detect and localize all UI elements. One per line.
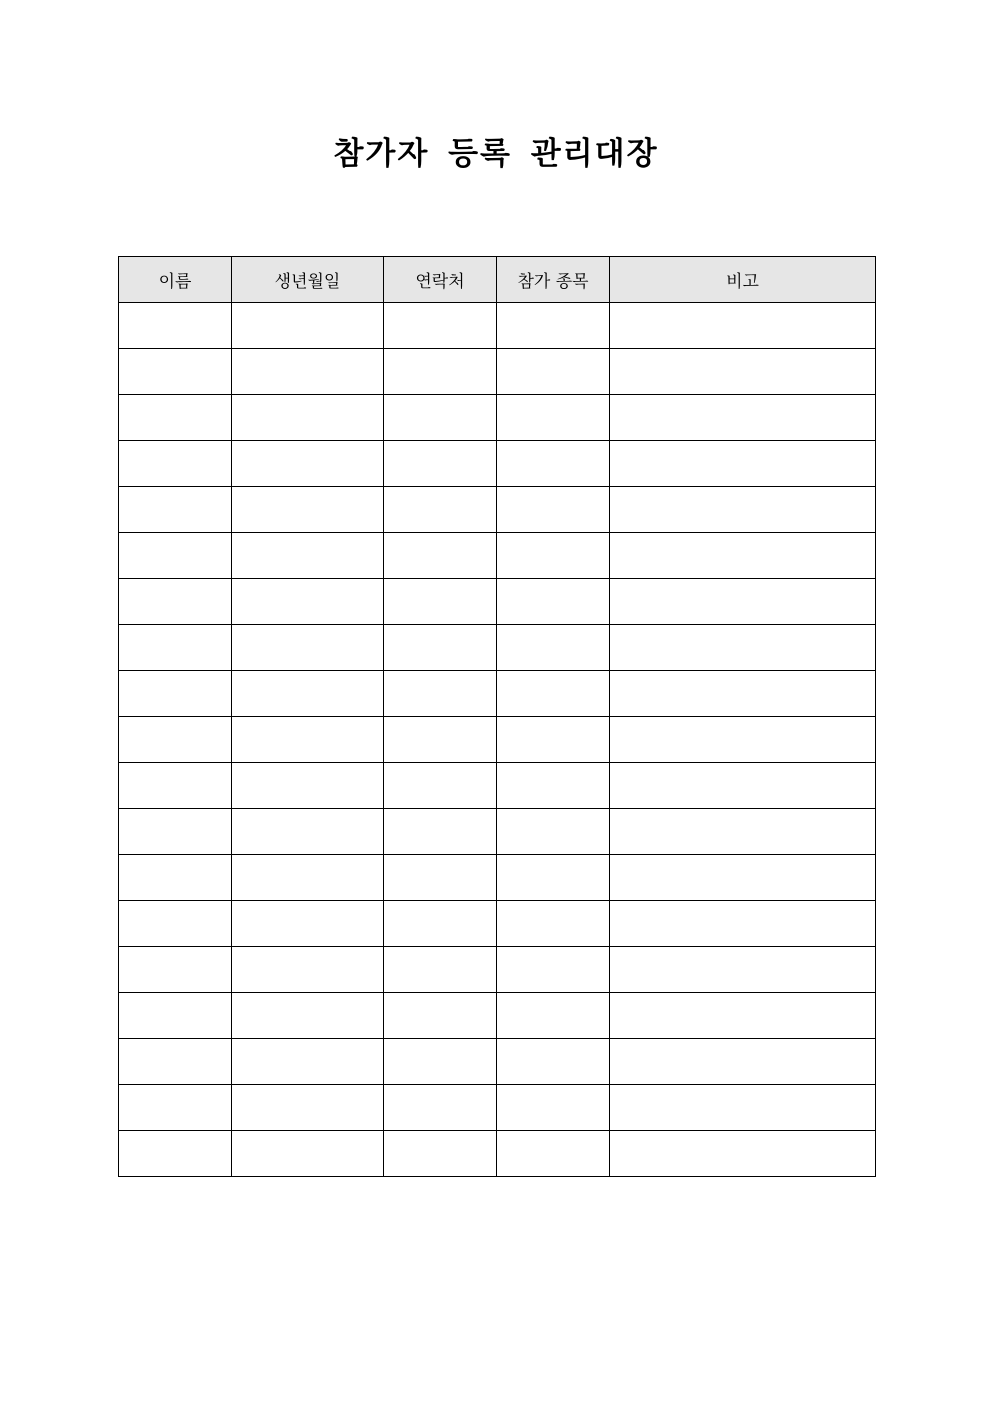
cell-name[interactable] [119,717,232,763]
cell-birthdate[interactable] [232,947,384,993]
cell-birthdate[interactable] [232,625,384,671]
cell-name[interactable] [119,1039,232,1085]
cell-birthdate[interactable] [232,671,384,717]
cell-name[interactable] [119,441,232,487]
cell-event[interactable] [497,809,610,855]
header-contact: 연락처 [384,257,497,303]
cell-note[interactable] [610,303,876,349]
cell-name[interactable] [119,809,232,855]
cell-event[interactable] [497,441,610,487]
table-row [119,487,876,533]
cell-event[interactable] [497,1085,610,1131]
cell-birthdate[interactable] [232,1085,384,1131]
table-row [119,1039,876,1085]
cell-note[interactable] [610,625,876,671]
cell-event[interactable] [497,763,610,809]
cell-note[interactable] [610,671,876,717]
cell-contact[interactable] [384,1131,497,1177]
cell-note[interactable] [610,441,876,487]
cell-event[interactable] [497,533,610,579]
cell-name[interactable] [119,1085,232,1131]
cell-note[interactable] [610,1131,876,1177]
cell-contact[interactable] [384,487,497,533]
table-row [119,763,876,809]
cell-birthdate[interactable] [232,993,384,1039]
cell-contact[interactable] [384,579,497,625]
table-row [119,993,876,1039]
cell-note[interactable] [610,947,876,993]
cell-note[interactable] [610,855,876,901]
table-row [119,1131,876,1177]
table-row [119,901,876,947]
cell-name[interactable] [119,763,232,809]
cell-note[interactable] [610,993,876,1039]
table-row [119,395,876,441]
cell-note[interactable] [610,579,876,625]
table-row [119,533,876,579]
cell-name[interactable] [119,487,232,533]
table-row [119,947,876,993]
cell-contact[interactable] [384,533,497,579]
cell-birthdate[interactable] [232,441,384,487]
page-title: 참가자 등록 관리대장 [333,136,659,172]
cell-event[interactable] [497,1131,610,1177]
cell-name[interactable] [119,901,232,947]
header-event: 참가 종목 [497,257,610,303]
cell-name[interactable] [119,395,232,441]
cell-event[interactable] [497,579,610,625]
cell-event[interactable] [497,855,610,901]
table-header-row [119,257,876,303]
cell-event[interactable] [497,717,610,763]
cell-note[interactable] [610,717,876,763]
cell-note[interactable] [610,1085,876,1131]
cell-name[interactable] [119,349,232,395]
cell-birthdate[interactable] [232,855,384,901]
cell-contact[interactable] [384,671,497,717]
cell-contact[interactable] [384,993,497,1039]
cell-note[interactable] [610,1039,876,1085]
cell-contact[interactable] [384,1039,497,1085]
cell-event[interactable] [497,487,610,533]
table-row [119,717,876,763]
cell-name[interactable] [119,947,232,993]
cell-birthdate[interactable] [232,349,384,395]
cell-event[interactable] [497,625,610,671]
cell-note[interactable] [610,809,876,855]
cell-birthdate[interactable] [232,395,384,441]
cell-contact[interactable] [384,1085,497,1131]
table-row [119,671,876,717]
table-row [119,441,876,487]
table-row [119,855,876,901]
cell-name[interactable] [119,533,232,579]
cell-birthdate[interactable] [232,901,384,947]
cell-event[interactable] [497,1039,610,1085]
cell-birthdate[interactable] [232,717,384,763]
cell-name[interactable] [119,303,232,349]
cell-contact[interactable] [384,809,497,855]
cell-contact[interactable] [384,763,497,809]
cell-birthdate[interactable] [232,1131,384,1177]
table-body [119,303,876,1177]
cell-event[interactable] [497,671,610,717]
cell-event[interactable] [497,947,610,993]
cell-event[interactable] [497,395,610,441]
cell-contact[interactable] [384,947,497,993]
cell-name[interactable] [119,625,232,671]
cell-birthdate[interactable] [232,533,384,579]
cell-name[interactable] [119,1131,232,1177]
cell-note[interactable] [610,487,876,533]
cell-name[interactable] [119,993,232,1039]
cell-name[interactable] [119,671,232,717]
cell-event[interactable] [497,303,610,349]
cell-contact[interactable] [384,855,497,901]
table-row [119,349,876,395]
cell-contact[interactable] [384,441,497,487]
registration-table [118,256,876,1177]
header-note: 비고 [610,257,876,303]
cell-birthdate[interactable] [232,1039,384,1085]
cell-contact[interactable] [384,395,497,441]
cell-note[interactable] [610,395,876,441]
cell-event[interactable] [497,901,610,947]
header-birthdate: 생년월일 [232,257,384,303]
cell-contact[interactable] [384,901,497,947]
cell-contact[interactable] [384,717,497,763]
cell-event[interactable] [497,993,610,1039]
header-name: 이름 [119,257,232,303]
cell-note[interactable] [610,901,876,947]
cell-note[interactable] [610,349,876,395]
cell-birthdate[interactable] [232,487,384,533]
cell-event[interactable] [497,349,610,395]
cell-note[interactable] [610,533,876,579]
table-row [119,809,876,855]
cell-contact[interactable] [384,349,497,395]
cell-birthdate[interactable] [232,809,384,855]
cell-name[interactable] [119,579,232,625]
cell-contact[interactable] [384,303,497,349]
table-row [119,1085,876,1131]
cell-birthdate[interactable] [232,763,384,809]
table-row [119,303,876,349]
cell-contact[interactable] [384,625,497,671]
table-row [119,579,876,625]
cell-note[interactable] [610,763,876,809]
table-row [119,625,876,671]
cell-name[interactable] [119,855,232,901]
cell-birthdate[interactable] [232,579,384,625]
cell-birthdate[interactable] [232,303,384,349]
